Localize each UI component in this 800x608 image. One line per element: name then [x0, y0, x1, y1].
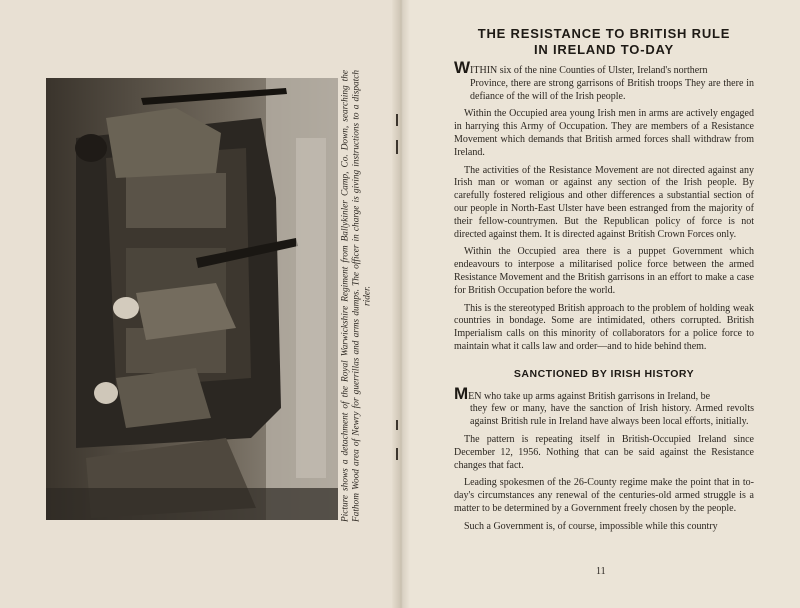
title-line-2: IN IRELAND TO-DAY	[533, 42, 674, 57]
title-line-1: THE RESISTANCE TO BRITISH RULE	[477, 26, 731, 41]
photo-caption	[342, 70, 372, 522]
drop-cap-w: W	[454, 58, 471, 77]
article-title	[454, 26, 754, 58]
staple-mark	[396, 140, 398, 154]
paragraph-6	[454, 383, 754, 429]
paragraph-8: Leading spokesmen of the 26-County regime make the point that in to-day's circumstances any renewal of the centuries-old armed struggle is a matter to be determined by a Government freely chosen by the people.	[454, 477, 754, 514]
paragraph-5: This is the stereotyped British approach to the problem of holding weak countries in bondage. Some are intimidated, others corrupted. British Imperialism calls on this minority of collaborators for a police force to maintain what it calls law and order—and to hide behind them.	[454, 302, 754, 352]
drop-cap-m: M	[454, 383, 469, 403]
soldiers-photograph	[46, 78, 338, 520]
staple-mark	[396, 114, 398, 126]
paragraph-3: The activities of the Resistance Movement are not directed against any Irish man or woman or against any section of the Irish people. By carefully fostered religious and other differences a substantial section of our people in North-East Ulster have been estranged from the majority of their fellow-countrymen. But the Republican policy of force is not directed against them. It is directed against British Crown Forces only.	[454, 164, 754, 240]
staple-mark	[396, 448, 398, 460]
paragraph-1-rest: Province, there are strong garrisons of British troops They are there in defiance of the will of the Irish people.	[470, 77, 754, 102]
paragraph-6-first-line: EN who take up arms against British garrisons in Ireland, be	[468, 390, 711, 402]
photo-illustration	[46, 78, 338, 520]
paragraph-6-rest: they few or many, have the sanction of Irish history. Armed revolts against British rule in Ireland have always been local efforts, initially.	[470, 403, 754, 428]
photo-caption-text: Picture shows a detachment of the Royal Warwickshire Regiment from Ballykinler Camp, Co. Down, searching the Fathom Wood area of Newry for guerrillas and arms dumps. The officer in charge is giving instructions to a dispatch rider.	[340, 70, 373, 522]
paragraph-1	[454, 58, 754, 103]
article-column	[454, 26, 754, 539]
section-subheading: SANCTIONED BY IRISH HISTORY	[513, 367, 695, 380]
staple-mark	[396, 420, 398, 430]
paragraph-9: Such a Government is, of course, impossible while this country	[464, 520, 718, 532]
paragraph-1-first-line: ITHIN six of the nine Counties of Ulster, Ireland's northern	[470, 65, 708, 76]
book-gutter	[392, 0, 410, 608]
paragraph-4: Within the Occupied area there is a puppet Government which endeavours to interpose a militarised police force between the armed Resistance Movement and the British garrisons in an effort to make a case for British Occupation before the world.	[454, 246, 754, 296]
page-number: 11	[596, 566, 606, 577]
paragraph-2: Within the Occupied area young Irish men in arms are actively engaged in harrying this Army of Occupation. They are members of a Resistance Movement which demands that British armed forces shall withdraw from Ireland.	[454, 108, 754, 158]
paragraph-7: The pattern is repeating itself in British-Occupied Ireland since December 12, 1956. Nothing that can be said against the Resistance changes that fact.	[454, 433, 754, 471]
